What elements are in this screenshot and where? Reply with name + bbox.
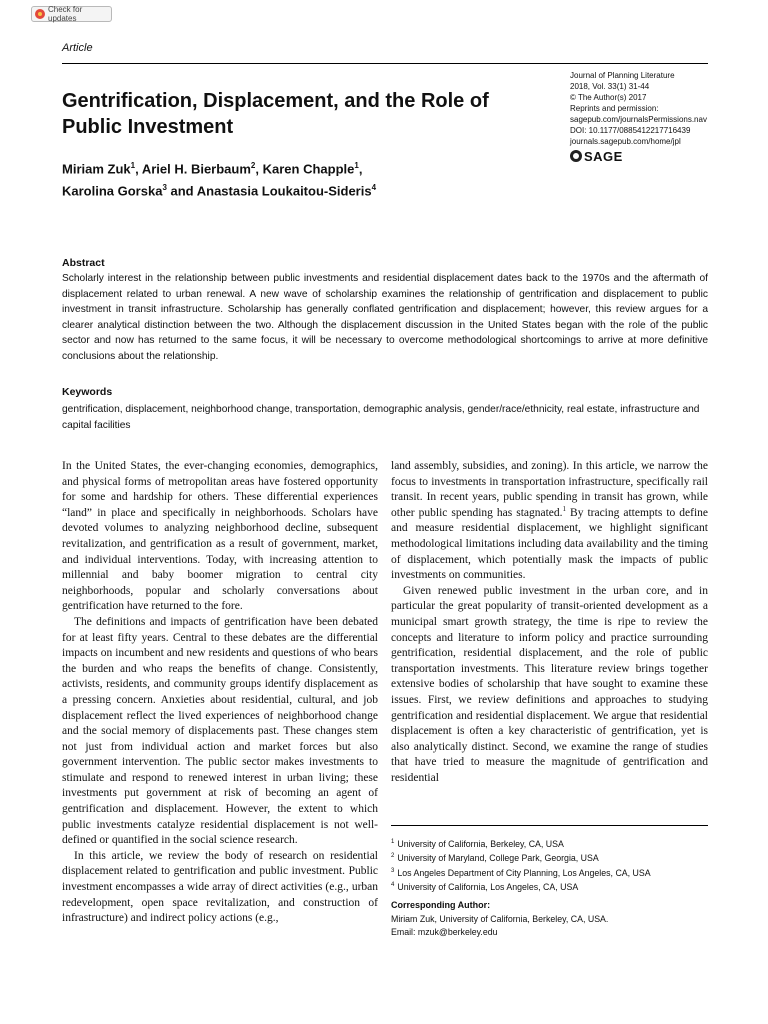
check-for-updates-label: Check for updates: [48, 5, 83, 23]
author-affiliation-mark: 1: [130, 161, 136, 170]
author-name: Ariel H. Bierbaum: [141, 161, 251, 177]
author-affiliation-mark: 1: [354, 161, 359, 170]
author-separator: ,: [135, 161, 142, 177]
author-name: Miriam Zuk: [62, 161, 131, 177]
body-column-left: [62, 459, 378, 927]
abstract-heading: Abstract: [62, 257, 105, 269]
sage-logo-icon: [570, 150, 582, 162]
body-paragraph: In this article, we review the body of research on residential displacement related to gentrification and public investment. Public investment encompasses a wide array of direct activities (e.g., urban redevelopment, open space revitalization, and construction of infrastructure) and indirect policy actions (e.g.,: [62, 849, 378, 925]
author-name: Karolina Gorska: [62, 183, 163, 199]
affiliation-list: [391, 836, 708, 894]
abstract-text: Scholarly interest in the relationship between public investments and residential displacement dates back to the 1970s and the aftermath of displacement related to urban renewal. A new wave of scholarship examines the relationship of gentrification and displacement to public investment in transit infrastructure. Scholarship has generally conflated gentrification and displacement; however, this review argues for a clearer analytical distinction between the two. Although the displacement discussion in the United States began with the role of the public sector and now has returned to the same focus, it will be necessary to overcome methodological shortcomings to arrive at more definitive conclusions about the relationship.: [62, 273, 708, 362]
author-list: [62, 156, 552, 201]
affiliation-text: University of California, Los Angeles, CA, USA: [397, 882, 579, 893]
affiliation-number: 1: [391, 839, 395, 845]
affiliation-number: 3: [391, 867, 395, 874]
body-column-right: [391, 459, 708, 786]
doi-link[interactable]: DOI: 10.1177/0885412217716439: [570, 126, 691, 135]
affiliation-item: [391, 850, 708, 864]
affiliation-text: Los Angeles Department of City Planning, Los Angeles, CA, USA: [397, 867, 651, 878]
author-separator: ,: [255, 161, 263, 177]
author-affiliation-mark: 3: [162, 183, 167, 193]
affiliation-text: University of California, Berkeley, CA, USA: [397, 838, 564, 849]
body-paragraph: In the United States, the ever-changing economies, demographics, and physical forms of metropolitan areas have fostered opportunity for some and hardship for others. These differential experiences “land” in place and specifically in neighborhoods. Scholars have devoted volumes to analyzing neighborhood decline, subsequent revitalization, and gentrification as a result of government, market, and individual interventions. Today, with increasing attention to millennial and baby boomer migration to central city neighborhoods, popular and scholarly conversations about gentrification have returned to the fore.: [62, 460, 378, 613]
author-affiliation-mark: 4: [371, 183, 377, 193]
journal-volume: 2018, Vol. 33(1) 31-44: [570, 82, 650, 91]
affiliation-item: [391, 865, 708, 879]
check-for-updates-badge[interactable]: [31, 6, 112, 22]
author-separator: and: [166, 183, 197, 199]
corresponding-author-heading: Corresponding Author:: [391, 900, 491, 910]
article-type-label: Article: [62, 42, 93, 54]
affiliation-number: 2: [391, 853, 395, 860]
author-affiliation-mark: 2: [250, 161, 256, 170]
author-separator: ,: [358, 161, 363, 177]
corresponding-author-email[interactable]: Email: mzuk@berkeley.edu: [391, 926, 498, 937]
author-name: Karen Chapple: [262, 161, 355, 177]
permissions-link[interactable]: sagepub.com/journalsPermissions.nav: [570, 115, 707, 124]
publisher-name: SAGE: [584, 148, 623, 164]
crossmark-icon: [35, 9, 45, 19]
header-divider: [62, 63, 708, 64]
body-paragraph: Given renewed public investment in the urban core, and in particular the great popularity of transit-oriented development as a municipal smart growth strategy, the time is ripe to review the concepts and literature to inform policy and practice surrounding gentrification, residential displacement, and the role of public transportation investments. This literature review brings together extensive bodies of scholarship that have sought to examine these issues. First, we review definitions and approaches to studying gentrification and residential displacement. We argue that residential displacement is often a key characteristic of gentrification, yet is also analytically distinct. Second, we examine the range of studies that have tried to measure the magnitude of gentrification and residential: [391, 584, 708, 784]
affiliation-item: [391, 836, 708, 850]
body-paragraph: The definitions and impacts of gentrification have been debated for at least fifty years. Central to these debates are the differential impacts on incumbent and new residents and questions of who bears the burden and who reaps the benefits of change. Consistently, activists, residents, and community groups identify displacement as a pressing concern. Anxieties about residential, cultural, and job displacement reflect the lived experiences of neighborhood change and the social memory of displacements past. These changes stem not just from individual action and market forces but also government intervention. The public sector makes investments to stimulate and respond to renewed interest in urban living; these investments put government at risk of becoming an agent of gentrification and displacement. However, the extent to which public investments catalyze residential displacement is not well-defined or quantified in the social science research.: [62, 615, 378, 847]
corresponding-author-details: [391, 913, 608, 938]
sage-logo: [570, 150, 720, 162]
affiliation-number: 4: [391, 882, 395, 889]
keywords-heading: Keywords: [62, 386, 113, 398]
article-title: Gentrification, Displacement, and the Role of Public Investment: [62, 90, 489, 138]
journal-homepage-link[interactable]: journals.sagepub.com/home/jpl: [570, 137, 681, 146]
footnote-divider: [391, 825, 708, 826]
journal-name: Journal of Planning Literature: [570, 71, 675, 80]
corresponding-author-address: Miriam Zuk, University of California, Berkeley, CA, USA.: [391, 914, 609, 924]
body-text: By tracing attempts to define and measure residential displacement, we highlight significant methodological limitations including data availability and the timing of displacement, which potentially mask the impacts of public investments on communities.: [391, 506, 709, 582]
affiliation-text: University of Maryland, College Park, Georgia, USA: [397, 853, 599, 864]
keywords-text: gentrification, displacement, neighborhood change, transportation, demographic analysis, gender/race/ethnicity, real estate, infrastructure and capital facilities: [62, 404, 700, 431]
author-name: Anastasia Loukaitou-Sideris: [196, 183, 372, 199]
reprints-line: Reprints and permission:: [570, 104, 659, 113]
copyright-line: © The Author(s) 2017: [570, 93, 647, 102]
body-paragraph: [391, 459, 708, 584]
journal-info: [570, 70, 720, 162]
affiliation-item: [391, 879, 708, 893]
footnote-reference[interactable]: 1: [562, 504, 567, 513]
body-text: land assembly, subsidies, and zoning). In this article, we narrow the focus to investments in transportation infrastructure, specifically rail transit. In recent years, public spending in transit has grown, while other public spending has stagnated.: [391, 460, 708, 519]
